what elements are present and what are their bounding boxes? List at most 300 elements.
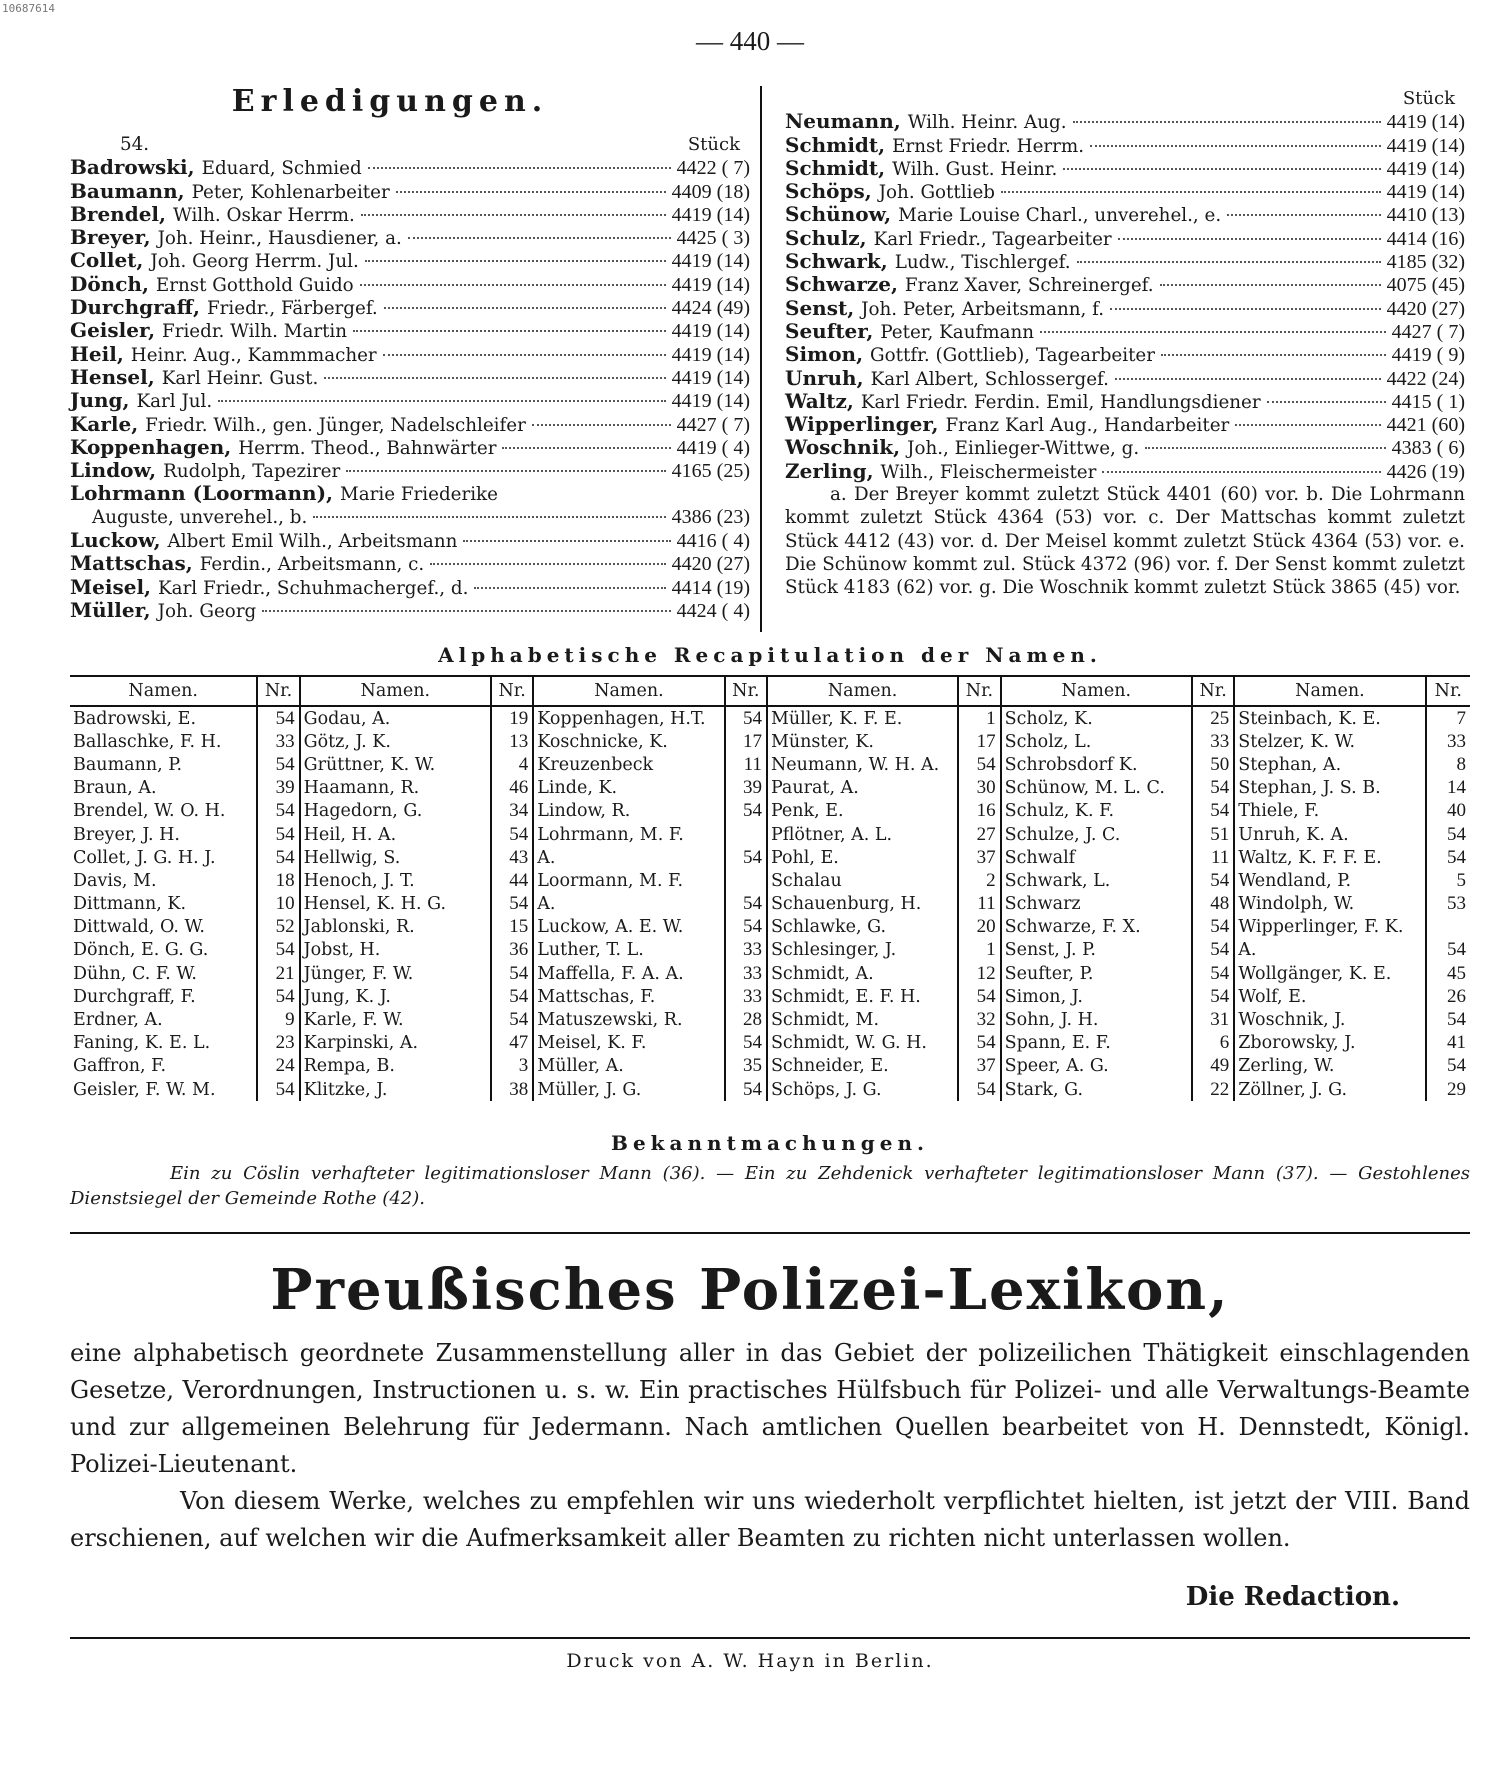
table-cell-name: Schmidt, W. G. H. (767, 1032, 958, 1055)
entry-row (785, 273, 1465, 296)
table-cell-number (725, 869, 767, 892)
table-cell-number: 12 (958, 962, 1000, 985)
entry-description: Joh. Peter, Arbeitsmann, f. (861, 298, 1105, 320)
dot-leader (361, 214, 666, 216)
entry-number: 4420 (27) (671, 553, 750, 576)
table-cell-name: Müller, A. (533, 1055, 724, 1078)
table-cell-number: 32 (958, 1008, 1000, 1031)
entry-description: Franz Xaver, Schreinergef. (904, 275, 1154, 297)
table-cell-number: 31 (1192, 1008, 1234, 1031)
erledigungen-header (70, 133, 750, 156)
table-cell-name: Penk, E. (767, 800, 958, 823)
table-cell-number: 54 (725, 1078, 767, 1101)
table-cell-number: 54 (958, 753, 1000, 776)
table-cell-number: 28 (725, 1008, 767, 1031)
table-cell-number: 54 (491, 962, 533, 985)
recap-title: Alphabetische Recapitulation der Namen. (438, 643, 1102, 667)
entry-row (785, 320, 1465, 343)
dot-leader (360, 284, 666, 286)
table-cell-name: Pflötner, A. L. (767, 823, 958, 846)
entry-description: Ernst Friedr. Herrm. (892, 135, 1085, 157)
entry-name: Schöps, (785, 179, 872, 204)
table-cell-number: 41 (1447, 1032, 1466, 1054)
table-row (70, 985, 1470, 1008)
table-row (70, 869, 1470, 892)
table-cell-name: Grüttner, K. W. (300, 753, 491, 776)
table-cell-number: 33 (725, 962, 767, 985)
table-cell-number: 9 (257, 1008, 299, 1031)
table-cell-name: Schauenburg, H. (767, 893, 958, 916)
table-cell-number: 14 (1447, 777, 1466, 799)
entry-number: 4422 ( 7) (676, 157, 750, 180)
table-cell-name: Gaffron, F. (70, 1055, 257, 1078)
entry-name: Neumann, (785, 109, 901, 134)
entry-name: Schmidt, (785, 155, 886, 180)
dot-leader (1115, 378, 1381, 380)
table-cell-name: Schwark, L. (1001, 869, 1192, 892)
entry-description: Heinr. Aug., Kammmacher (130, 344, 377, 366)
table-cell-number: 6 (1192, 1032, 1234, 1055)
table-cell-name: Maffella, F. A. A. (533, 962, 724, 985)
table-cell-number: 45 (1447, 962, 1466, 984)
entry-description: Franz Karl Aug., Handarbeiter (945, 415, 1230, 437)
table-cell-number: 22 (1192, 1078, 1234, 1101)
table-cell-number: 43 (491, 846, 533, 869)
entry-number: 4425 ( 3) (676, 227, 750, 250)
table-cell-name: Schmidt, E. F. H. (767, 985, 958, 1008)
table-cell-number: 54 (1447, 1055, 1466, 1077)
table-cell-name: Klitzke, J. (300, 1078, 491, 1101)
dot-leader (408, 237, 671, 239)
right-header (785, 87, 1465, 110)
table-cell-number: 24 (257, 1055, 299, 1078)
entry-name: Seufter, (785, 318, 874, 343)
table-cell-name: A. (1234, 939, 1425, 962)
entry-description: Friedr., Färbergef. (207, 298, 378, 320)
entry-name: Brendel, (70, 201, 166, 226)
entry-description: Karl Heinr. Gust. (161, 367, 319, 389)
entry-row (70, 226, 750, 249)
table-cell-name: Münster, K. (767, 730, 958, 753)
entry-row (785, 227, 1465, 250)
dot-leader (218, 400, 665, 402)
dot-leader (1160, 284, 1381, 286)
entry-row (785, 157, 1465, 180)
entry-description: Joh. Heinr., Hausdiener, a. (157, 228, 402, 250)
table-cell-number: 5 (1456, 869, 1466, 891)
table-cell-name: Koppenhagen, H.T. (533, 706, 724, 730)
entry-description: Herrm. Theod., Bahnwärter (238, 437, 497, 459)
table-row (70, 800, 1470, 823)
entry-number: 4419 (14) (671, 390, 750, 413)
table-cell-number: 54 (1447, 823, 1466, 845)
entry-name: Meisel, (70, 574, 152, 599)
entry-number: 4419 (14) (671, 320, 750, 343)
table-cell-number: 54 (725, 706, 767, 730)
entry-description: Ernst Gotthold Guido (155, 274, 354, 296)
entry-number: 4419 (14) (671, 366, 750, 389)
entry-row (785, 460, 1465, 483)
entry-name: Simon, (785, 342, 864, 367)
table-row (70, 1078, 1470, 1101)
dot-leader (502, 447, 670, 449)
table-cell-name: Schlesinger, J. (767, 939, 958, 962)
table-cell-number: 54 (958, 1032, 1000, 1055)
table-cell-name: Braun, A. (70, 777, 257, 800)
entry-description: Peter, Kaufmann (880, 321, 1035, 343)
table-cell-number: 54 (1447, 846, 1466, 868)
table-cell-number: 54 (1192, 939, 1234, 962)
entry-name: Waltz, (785, 388, 854, 413)
table-cell-number: 13 (491, 730, 533, 753)
table-cell-name: Schulz, K. F. (1001, 800, 1192, 823)
table-cell-name: Schöps, J. G. (767, 1078, 958, 1101)
entry-row (70, 413, 750, 436)
dot-leader (1102, 471, 1380, 473)
entry-name: Schwarze, (785, 272, 898, 297)
dot-leader (1161, 354, 1386, 356)
table-cell-name: Jung, K. J. (300, 985, 491, 1008)
table-cell-name: Linde, K. (533, 777, 724, 800)
table-cell-name: Hensel, K. H. G. (300, 893, 491, 916)
table-cell-number: 44 (491, 869, 533, 892)
entry-row (785, 203, 1465, 226)
dot-leader (262, 610, 670, 612)
number-column-header: Nr. (257, 677, 299, 706)
entry-row (70, 296, 750, 319)
entry-number: 4420 (27) (1386, 297, 1465, 320)
table-cell-number: 2 (958, 869, 1000, 892)
entry-description: Peter, Kohlenarbeiter (191, 181, 390, 203)
entry-number: 4419 (14) (1386, 157, 1465, 180)
table-cell-number: 54 (1192, 869, 1234, 892)
table-cell-name: Hagedorn, G. (300, 800, 491, 823)
entry-description: Wilh., Fleischermeister (880, 461, 1097, 483)
entry-description: Karl Jul. (136, 391, 213, 413)
column-divider (760, 86, 762, 632)
entry-row (785, 134, 1465, 157)
table-cell-name: A. (533, 846, 724, 869)
table-cell-name: Zöllner, J. G. (1234, 1078, 1425, 1101)
entry-name: Collet, (70, 248, 144, 273)
entry-row (785, 436, 1465, 459)
table-cell-name: Scholz, K. (1001, 706, 1192, 730)
table-cell-name: Schlawke, G. (767, 916, 958, 939)
entry-description: Rudolph, Tapezirer (163, 461, 341, 483)
table-cell-name: Hellwig, S. (300, 846, 491, 869)
table-cell-number: 54 (1447, 939, 1466, 961)
entry-name: Mattschas, (70, 551, 193, 576)
bekanntmachungen-title: Bekanntmachungen. (611, 1131, 929, 1155)
dot-leader (1077, 261, 1381, 263)
table-cell-name: Durchgraff, F. (70, 985, 257, 1008)
table-cell-name: Geisler, F. W. M. (70, 1078, 257, 1101)
table-cell-number: 36 (491, 939, 533, 962)
table-cell-number: 54 (725, 1032, 767, 1055)
table-cell-name: Lohrmann, M. F. (533, 823, 724, 846)
table-cell-number: 33 (1192, 730, 1234, 753)
table-row (70, 846, 1470, 869)
table-cell-number: 3 (491, 1055, 533, 1078)
table-cell-number: 54 (725, 846, 767, 869)
entry-row (70, 249, 750, 272)
entry-description: Albert Emil Wilh., Arbeitsmann (167, 531, 458, 553)
table-cell-name: Meisel, K. F. (533, 1032, 724, 1055)
entry-row (70, 436, 750, 459)
entry-description: Joh. Georg (157, 600, 257, 622)
table-row (70, 1055, 1470, 1078)
entry-row (70, 203, 750, 226)
names-column-header: Namen. (300, 677, 491, 706)
table-cell-number: 10 (257, 893, 299, 916)
table-cell-number: 53 (1447, 893, 1466, 915)
entry-row (785, 250, 1465, 273)
count-label-right: Stück (1402, 88, 1455, 109)
table-cell-number: 52 (257, 916, 299, 939)
table-cell-name: Schalau (767, 869, 958, 892)
table-cell-number: 51 (1192, 823, 1234, 846)
erledigungen-list (70, 133, 750, 622)
table-cell-name: Unruh, K. A. (1234, 823, 1425, 846)
entry-row (785, 343, 1465, 366)
entry-name: Breyer, (70, 225, 151, 250)
table-cell-name: Karle, F. W. (300, 1008, 491, 1031)
dot-leader (532, 424, 671, 426)
table-cell-name: Müller, K. F. E. (767, 706, 958, 730)
dot-leader (1090, 145, 1381, 147)
entry-number: 4383 ( 6) (1391, 437, 1465, 460)
recap-header-row (70, 677, 1470, 706)
table-cell-name: Dittmann, K. (70, 893, 257, 916)
table-cell-name: Stephan, A. (1234, 753, 1425, 776)
entry-row (70, 576, 750, 599)
table-cell-number: 1 (958, 939, 1000, 962)
table-cell-name: Stephan, J. S. B. (1234, 777, 1425, 800)
table-cell-number: 39 (725, 777, 767, 800)
dot-leader (1073, 121, 1381, 123)
entry-name: Koppenhagen, (70, 434, 232, 459)
dot-leader (368, 167, 671, 169)
dot-leader (1110, 308, 1381, 310)
entry-row (70, 343, 750, 366)
table-cell-name: Zborowsky, J. (1234, 1032, 1425, 1055)
ad-title: Preußisches Polizei-Lexikon, (270, 1257, 1230, 1323)
dot-leader (1001, 191, 1381, 193)
table-cell-name: Seufter, P. (1001, 962, 1192, 985)
entry-number: 4427 ( 7) (1391, 320, 1465, 343)
table-cell-name: Schwarze, F. X. (1001, 916, 1192, 939)
table-cell-number: 39 (257, 777, 299, 800)
table-cell-number: 27 (958, 823, 1000, 846)
entry-number: 4075 (45) (1386, 274, 1465, 297)
table-cell-number: 33 (1447, 730, 1466, 752)
entry-description: Wilh. Heinr. Aug. (907, 112, 1067, 134)
table-cell-number: 54 (257, 753, 299, 776)
entry-description: Ferdin., Arbeitsmann, c. (199, 554, 425, 576)
entry-number: 4427 ( 7) (676, 413, 750, 436)
table-cell-name: Scholz, L. (1001, 730, 1192, 753)
entry-number: 4409 (18) (671, 180, 750, 203)
table-cell-name: Woschnik, J. (1234, 1008, 1425, 1031)
ad-paragraph-1: eine alphabetisch geordnete Zusammenstellung aller in das Gebiet der polizeilichen Thätigkeit einschlagenden Gesetze, Verordnungen, Instructionen u. s. w. Ein practisches Hülfsbuch für Polizei- und alle Verwaltungs-Beamte und zur allgemeinen Belehrung für Jedermann. Nach amtlichen Quellen bearbeitet von H. Dennstedt, Königl. Polizei-Lieutenant. (70, 1339, 1470, 1478)
table-cell-number: 18 (257, 869, 299, 892)
entry-name: Durchgraff, (70, 295, 200, 320)
table-row (70, 730, 1470, 753)
dot-leader (430, 563, 665, 565)
table-cell-number: 34 (491, 800, 533, 823)
table-cell-number: 54 (491, 985, 533, 1008)
table-cell-name: Thiele, F. (1234, 800, 1425, 823)
entry-description: Marie Friederike (340, 484, 498, 506)
table-cell-name: Schneider, E. (767, 1055, 958, 1078)
table-cell-name: Stelzer, K. W. (1234, 730, 1425, 753)
entry-row (785, 367, 1465, 390)
table-cell-number: 54 (725, 893, 767, 916)
dot-leader (324, 377, 665, 379)
table-cell-number: 21 (257, 962, 299, 985)
table-cell-number: 47 (491, 1032, 533, 1055)
table-cell-name: Senst, J. P. (1001, 939, 1192, 962)
entry-name: Luckow, (70, 528, 161, 553)
entry-number: 4185 (32) (1386, 251, 1465, 274)
number-column-header: Nr. (491, 677, 533, 706)
entry-name: Unruh, (785, 365, 864, 390)
table-row (70, 753, 1470, 776)
table-cell-number: 54 (958, 985, 1000, 1008)
table-cell-name: Müller, J. G. (533, 1078, 724, 1101)
entry-number: 4165 (25) (671, 460, 750, 483)
ad-body (70, 1335, 1470, 1557)
table-cell-number: 17 (725, 730, 767, 753)
entry-row (70, 319, 750, 342)
table-cell-name: Rempa, B. (300, 1055, 491, 1078)
entry-name: Senst, (785, 295, 855, 320)
entry-description: Friedr. Wilh., gen. Jünger, Nadelschleifer (145, 414, 526, 436)
left-entries (70, 156, 750, 622)
table-cell-number: 33 (725, 985, 767, 1008)
dot-leader (1118, 238, 1381, 240)
table-cell-number: 11 (958, 893, 1000, 916)
entry-name: Geisler, (70, 318, 156, 343)
entry-number: 4419 ( 9) (1391, 344, 1465, 367)
table-cell-number (725, 823, 767, 846)
entry-name: Badrowski, (70, 155, 195, 180)
table-cell-number: 11 (725, 753, 767, 776)
entry-description: Joh. Georg Herrm. Jul. (150, 251, 359, 273)
entry-row (70, 599, 750, 622)
table-cell-name: Dühn, C. F. W. (70, 962, 257, 985)
table-cell-number: 1 (958, 706, 1000, 730)
table-cell-name: Loormann, M. F. (533, 869, 724, 892)
table-cell-number: 54 (958, 1078, 1000, 1101)
table-cell-number: 35 (725, 1055, 767, 1078)
ad-paragraph-2: Von diesem Werke, welches zu empfehlen wir uns wiederholt verpflichtet hielten, ist jetzt der VIII. Band erschienen, auf welchen wir die Aufmerksamkeit aller Beamten zu richten nicht unterlassen wollen. (70, 1487, 1470, 1552)
dot-leader (1227, 214, 1380, 216)
entry-name: Woschnik, (785, 435, 901, 460)
entry-number: 4419 (14) (671, 343, 750, 366)
dot-leader (346, 470, 665, 472)
entry-row (785, 110, 1465, 133)
footer-rule (70, 1637, 1470, 1639)
table-cell-name: Breyer, J. H. (70, 823, 257, 846)
entry-row (70, 366, 750, 389)
table-cell-number: 54 (1192, 777, 1234, 800)
table-cell-name: Dittwald, O. W. (70, 916, 257, 939)
entry-row (70, 552, 750, 575)
table-cell-name: Neumann, W. H. A. (767, 753, 958, 776)
table-cell-number: 54 (257, 800, 299, 823)
table-cell-number: 54 (257, 846, 299, 869)
entry-number: 4419 ( 4) (676, 436, 750, 459)
entry-number: 4419 (14) (1386, 111, 1465, 134)
table-cell-number: 54 (491, 1008, 533, 1031)
table-cell-name: Zerling, W. (1234, 1055, 1425, 1078)
table-cell-name: A. (533, 893, 724, 916)
table-cell-number: 8 (1456, 753, 1466, 775)
entry-name: Baumann, (70, 178, 185, 203)
entry-description: Karl Friedr., Schuhmachergef., d. (158, 577, 469, 599)
dot-leader (353, 330, 666, 332)
table-cell-number (1426, 916, 1470, 939)
table-cell-name: Wolf, E. (1234, 985, 1425, 1008)
entry-number: 4419 (14) (671, 203, 750, 226)
table-cell-number: 25 (1192, 706, 1234, 730)
table-cell-name: Schünow, M. L. C. (1001, 777, 1192, 800)
dot-leader (1267, 401, 1386, 403)
table-cell-name: Schulze, J. C. (1001, 823, 1192, 846)
entry-row (70, 506, 750, 529)
entry-description: Friedr. Wilh. Martin (162, 321, 348, 343)
table-cell-number: 54 (257, 823, 299, 846)
table-cell-name: Henoch, J. T. (300, 869, 491, 892)
dot-leader (1145, 447, 1385, 449)
table-cell-name: Mattschas, F. (533, 985, 724, 1008)
table-cell-name: Luther, T. L. (533, 939, 724, 962)
table-cell-number: 54 (1192, 800, 1234, 823)
entry-number: 4419 (14) (1386, 181, 1465, 204)
table-cell-name: Götz, J. K. (300, 730, 491, 753)
table-cell-number: 54 (1192, 962, 1234, 985)
entry-name: Heil, (70, 341, 124, 366)
entry-name: Jung, (70, 388, 130, 413)
entry-number: 4424 ( 4) (676, 599, 750, 622)
table-cell-name: Pohl, E. (767, 846, 958, 869)
table-cell-number: 49 (1192, 1055, 1234, 1078)
count-label: Stück (687, 134, 740, 155)
entry-name: Schulz, (785, 225, 867, 250)
table-cell-number: 11 (1192, 846, 1234, 869)
right-list (785, 87, 1465, 600)
erledigungen-title: Erledigungen. (231, 84, 549, 119)
table-cell-number: 7 (1456, 707, 1466, 729)
dot-leader (383, 354, 666, 356)
table-cell-name: Sohn, J. H. (1001, 1008, 1192, 1031)
entry-number: 4419 (14) (671, 250, 750, 273)
table-cell-number: 26 (1447, 985, 1466, 1007)
table-row (70, 706, 1470, 730)
table-cell-number: 20 (958, 916, 1000, 939)
table-cell-number: 54 (1447, 1009, 1466, 1031)
dot-leader (313, 516, 665, 518)
names-column-header: Namen. (533, 677, 724, 706)
dot-leader (384, 307, 666, 309)
table-row (70, 962, 1470, 985)
number-column-header: Nr. (958, 677, 1000, 706)
entry-name: Schmidt, (785, 132, 886, 157)
entry-name: Müller, (70, 597, 151, 622)
footnotes: a. Der Breyer kommt zuletzt Stück 4401 (60) vor. b. Die Lohrmann kommt zuletzt Stück 4364 (53) vor. c. Der Mattschas kommt zuletzt Stück 4412 (43) vor. d. Der Meisel kommt zuletzt Stück 4364 (53) vor. e. Die Schünow kommt zul. Stück 4372 (96) vor. f. Der Senst kommt zuletzt Stück 4183 (62) vor. g. Die Woschnik kommt zuletzt Stück 3865 (45) vor. (785, 484, 1465, 599)
table-cell-name: Schwalf (1001, 846, 1192, 869)
